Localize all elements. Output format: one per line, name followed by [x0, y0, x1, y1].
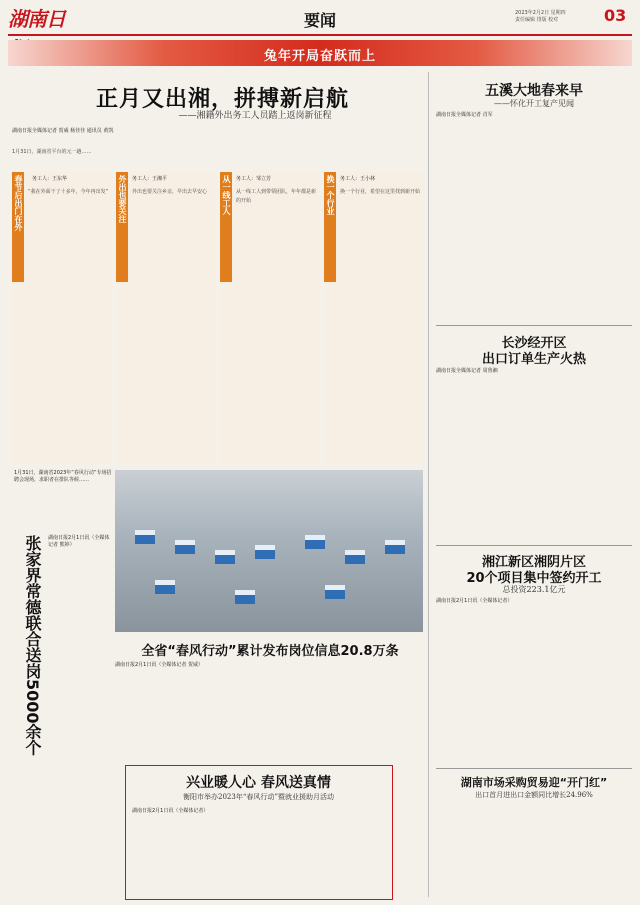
photo-caption: 1月31日，湖南省2023年“春风行动”专场招聘会现场，求职者在排队等候……	[14, 470, 112, 483]
newspaper-masthead-logo: 湖南日	[8, 7, 65, 31]
right3-title[interactable]: 湘江新区湘阴片区	[481, 555, 586, 570]
right2-title2[interactable]: 出口订单生产火热	[481, 352, 586, 367]
right4-title[interactable]: 湖南市场采购贸易迎“开门红”	[460, 776, 608, 789]
issue-meta	[515, 10, 605, 24]
right4-subtitle: 出口首月进出口金额同比增长24.96%	[475, 791, 593, 799]
right2-byline: 湖南日报全媒体记者 周鲁湘	[436, 368, 498, 374]
story-3	[220, 172, 320, 462]
banner-text: 兔年开局奋跃而上	[263, 49, 376, 64]
story-4-heading: 换一个行业，希望在这里找到新开始	[340, 189, 421, 195]
lead-byline: 湖南日报全媒体记者 贺威 杨佳佳 通讯员 黄凯	[12, 128, 114, 134]
issue-date: 2023年2月2日 星期四	[515, 10, 566, 16]
story-3-heading: 从一线工人到带领团队，年年都是新的开始	[236, 189, 317, 204]
story-4-side-title: 换一个行业	[324, 172, 336, 282]
story-2-label: 务工人：王湘平	[132, 176, 168, 182]
story-4-label: 务工人：王小林	[340, 176, 376, 182]
right3-byline: 湖南日报2月1日讯（全媒体记者）	[436, 598, 513, 604]
story-1-heading: “我在外面干了十多年，今年再出发”	[28, 189, 109, 195]
column-divider	[428, 72, 429, 897]
job-fair-photo	[115, 470, 423, 632]
right3-title2[interactable]: 20个项目集中签约开工	[466, 571, 602, 586]
story-1-side-title: 春节后出门在外	[12, 172, 24, 282]
right-divider-1	[436, 325, 632, 326]
story-2-heading: 外出也要关注乡亲，早出去早安心	[132, 189, 208, 195]
story-1	[12, 172, 112, 462]
lead-subtitle: ——湘籍外出务工人员踏上返岗新征程	[178, 111, 332, 121]
story-4	[324, 172, 424, 462]
issue-editors: 责任编辑 排版 校对	[515, 17, 559, 23]
right-divider-3	[436, 768, 632, 769]
feature-title[interactable]: 兴业暖人心 春风送真情	[186, 775, 331, 791]
story-3-side-title: 从一线工人	[220, 172, 232, 282]
section-title: 要闻	[303, 11, 336, 30]
story-2-side-title: 外出也要关注	[116, 172, 128, 282]
left-col-byline: 湖南日报2月1日讯（全媒体记者 熊婷）	[48, 535, 110, 548]
feature-subtitle: 衡阳市举办2023年“春风行动”暨就业援助月活动	[183, 793, 334, 801]
right1-byline: 湖南日报全媒体记者 肖军	[436, 112, 493, 118]
lead-headline[interactable]: 正月又出湘，拼搏新启航	[95, 86, 349, 112]
right2-title[interactable]: 长沙经开区	[501, 336, 567, 351]
center-title[interactable]: 全省“春风行动”累计发布岗位信息20.8万条	[141, 644, 399, 659]
page-number: 03	[604, 6, 627, 25]
right1-subtitle: ——怀化开工复产见闻	[494, 99, 574, 108]
story-1-label: 务工人：王东华	[32, 176, 68, 182]
right3-subtitle: 总投资223.1亿元	[502, 585, 566, 594]
right1-title[interactable]: 五溪大地春来早	[485, 83, 583, 99]
feature-byline: 湖南日报2月1日讯（全媒体记者）	[132, 808, 209, 814]
right-divider-2	[436, 545, 632, 546]
masthead-divider	[8, 34, 632, 36]
story-3-label: 务工人：邹立芳	[236, 176, 272, 182]
story-2	[116, 172, 216, 462]
feature-box	[125, 765, 393, 900]
left-col-title[interactable]: 张家界常德联合送岗5000余个	[23, 535, 42, 756]
lead-intro: 1月31日，湖南省平台的元一趟……	[12, 149, 92, 155]
topic-banner	[8, 40, 632, 66]
center-byline: 湖南日报2月1日讯（全媒体记者 贺威）	[115, 662, 203, 668]
